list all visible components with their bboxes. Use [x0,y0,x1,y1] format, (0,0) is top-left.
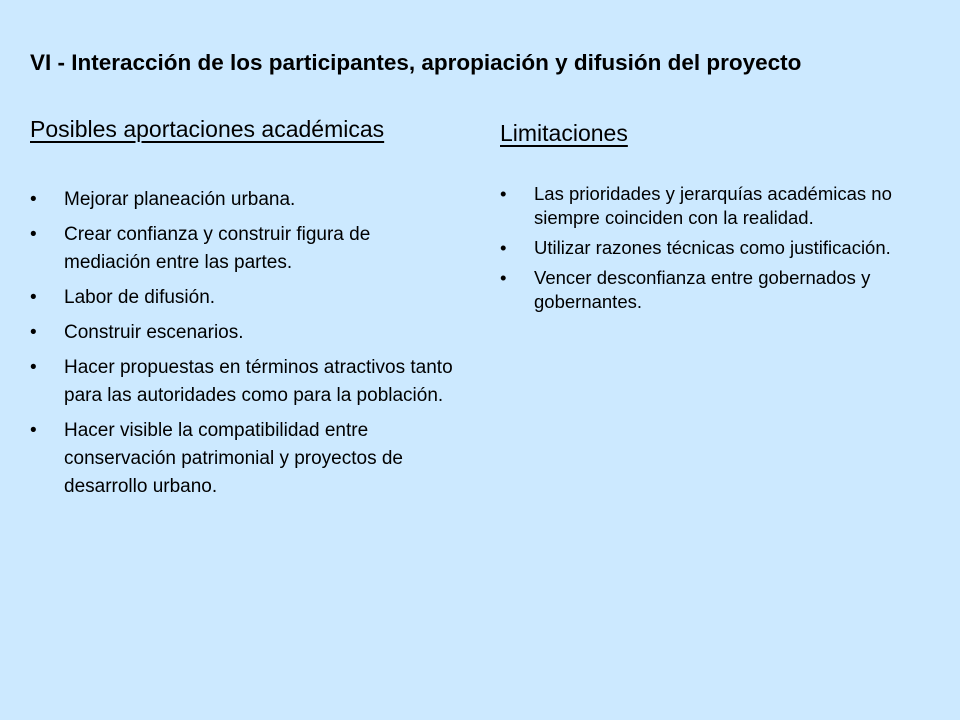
right-column [500,120,920,320]
bullet-icon: • [30,420,37,441]
list-item-text: Construir escenarios. [64,322,244,343]
bullet-icon: • [30,189,37,210]
list-item [30,319,460,347]
bullet-icon: • [30,287,37,308]
list-item-text: Vencer desconfianza entre gobernados y gobernantes. [534,267,871,312]
left-bullet-list [30,186,460,501]
list-item-text: Labor de difusión. [64,287,216,308]
list-item-text: Crear confianza y construir figura de mediación entre las partes. [64,224,371,273]
list-item [30,417,460,501]
list-item [30,354,460,410]
left-column [30,116,460,508]
bullet-icon: • [30,357,37,378]
list-item [30,221,460,277]
bullet-icon: • [30,224,37,245]
list-item-text: Hacer propuestas en términos atractivos tanto para las autoridades como para la población. [64,357,453,406]
bullet-icon: • [500,267,507,288]
list-item [500,182,920,230]
list-item-text: Las prioridades y jerarquías académicas no siempre coinciden con la realidad. [534,183,892,228]
list-item [500,236,920,260]
slide-title: VI - Interacción de los participantes, apropiación y difusión del proyecto [30,50,802,75]
list-item [30,284,460,312]
list-item [500,266,920,314]
bullet-icon: • [500,183,507,204]
list-item-text: Hacer visible la compatibilidad entre conservación patrimonial y proyectos de desarrollo urbano. [64,420,404,497]
right-bullet-list [500,182,920,314]
bullet-icon: • [30,322,37,343]
right-heading: Limitaciones [500,120,628,146]
left-heading: Posibles aportaciones académicas [30,116,385,142]
list-item-text: Utilizar razones técnicas como justificación. [534,237,891,258]
list-item-text: Mejorar planeación urbana. [64,189,296,210]
list-item [30,186,460,214]
bullet-icon: • [500,237,507,258]
